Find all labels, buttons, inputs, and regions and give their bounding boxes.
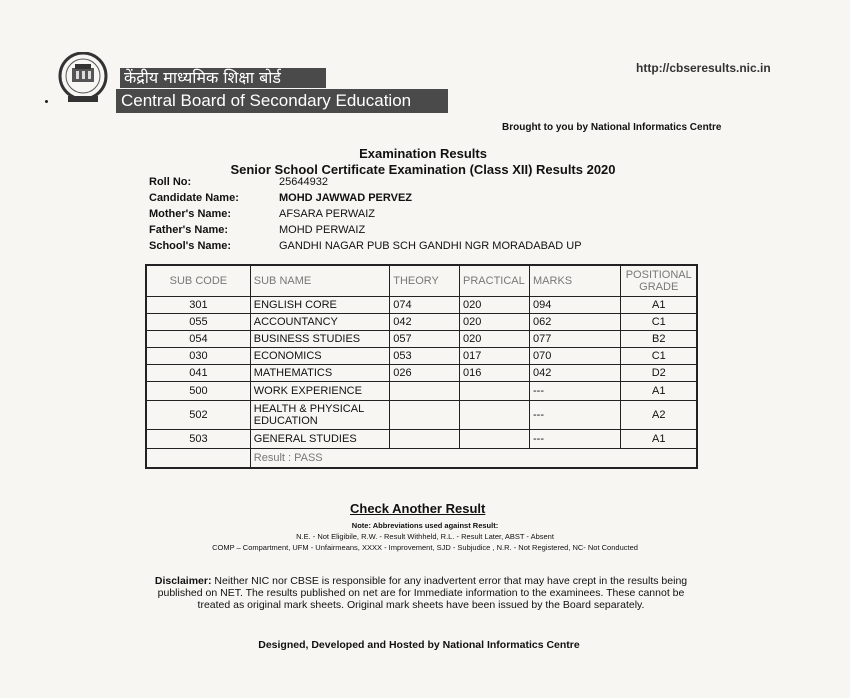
grade-cell: A2 — [621, 401, 697, 430]
page-title: Examination Results — [359, 146, 487, 161]
header-theory: THEORY — [390, 265, 460, 297]
candidate-name-label: Candidate Name: — [149, 192, 239, 204]
disclaimer — [140, 575, 702, 611]
school-name-value: GANDHI NAGAR PUB SCH GANDHI NGR MORADABAD UP — [279, 240, 582, 252]
table-row — [146, 297, 697, 314]
header-sub-code: SUB CODE — [146, 265, 250, 297]
table-row — [146, 382, 697, 401]
roll-value: 25644932 — [279, 176, 328, 188]
theory-cell: 053 — [390, 348, 460, 365]
sub-code-cell: 502 — [146, 401, 250, 430]
theory-cell: 026 — [390, 365, 460, 382]
result-row — [146, 449, 697, 469]
sub-name-cell: ECONOMICS — [250, 348, 389, 365]
sub-name-cell: HEALTH & PHYSICAL EDUCATION — [250, 401, 389, 430]
header-sub-name: SUB NAME — [250, 265, 389, 297]
mother-name-value: AFSARA PERWAIZ — [279, 208, 375, 220]
candidate-name-value: MOHD JAWWAD PERVEZ — [279, 192, 413, 204]
father-name-label: Father's Name: — [149, 224, 229, 236]
marks-cell: --- — [530, 430, 621, 449]
table-row — [146, 348, 697, 365]
father-name-value: MOHD PERWAIZ — [279, 224, 366, 236]
cbse-emblem-icon — [58, 52, 108, 104]
grade-cell: D2 — [621, 365, 697, 382]
disclaimer-label: Disclaimer: — [154, 575, 212, 587]
table-header-row — [146, 265, 697, 297]
board-name-english: Central Board of Secondary Education — [116, 89, 448, 113]
theory-cell — [390, 401, 460, 430]
table-row — [146, 430, 697, 449]
marks-cell: 070 — [530, 348, 621, 365]
marks-cell: --- — [530, 382, 621, 401]
sub-name-cell: GENERAL STUDIES — [250, 430, 389, 449]
grade-cell: B2 — [621, 331, 697, 348]
table-row — [146, 314, 697, 331]
sub-name-cell: WORK EXPERIENCE — [250, 382, 389, 401]
sub-code-cell: 030 — [146, 348, 250, 365]
practical-cell — [460, 430, 530, 449]
grade-cell: A1 — [621, 430, 697, 449]
sub-name-cell: ENGLISH CORE — [250, 297, 389, 314]
result-status: Result : PASS — [250, 449, 697, 469]
table-row — [146, 365, 697, 382]
mother-name-label: Mother's Name: — [149, 208, 232, 220]
header-positional-grade: POSITIONAL GRADE — [621, 265, 697, 297]
theory-cell: 057 — [390, 331, 460, 348]
abbreviations-line-2: COMP – Compartment, UFM - Unfairmeans, XXXX - Improvement, SJD - Subjudice , N.R. - Not Registered, NC- Not Conducted — [212, 543, 638, 552]
grade-cell: C1 — [621, 314, 697, 331]
site-url: http://cbseresults.nic.in — [636, 61, 771, 75]
brought-by-text: Brought to you by National Informatics Centre — [502, 122, 722, 133]
practical-cell: 020 — [460, 331, 530, 348]
theory-cell — [390, 430, 460, 449]
table-row — [146, 401, 697, 430]
stray-dot — [45, 100, 48, 103]
header-practical: PRACTICAL — [460, 265, 530, 297]
abbreviations-line-1: N.E. - Not Eligibile, R.W. - Result Withheld, R.L. - Result Later, ABST - Absent — [296, 532, 554, 541]
header-marks: MARKS — [530, 265, 621, 297]
grade-cell: A1 — [621, 382, 697, 401]
theory-cell: 042 — [390, 314, 460, 331]
sub-code-cell: 041 — [146, 365, 250, 382]
marks-cell: 094 — [530, 297, 621, 314]
sub-code-cell: 054 — [146, 331, 250, 348]
roll-label: Roll No: — [149, 176, 192, 188]
sub-code-cell: 055 — [146, 314, 250, 331]
abbreviations-title: Note: Abbreviations used against Result: — [351, 521, 499, 530]
sub-name-cell: BUSINESS STUDIES — [250, 331, 389, 348]
page-subtitle: Senior School Certificate Examination (Class XII) Results 2020 — [230, 162, 616, 177]
footer-credit: Designed, Developed and Hosted by National Informatics Centre — [258, 639, 580, 651]
practical-cell: 016 — [460, 365, 530, 382]
practical-cell: 017 — [460, 348, 530, 365]
school-name-label: School's Name: — [149, 240, 232, 252]
disclaimer-text: Neither NIC nor CBSE is responsible for any inadvertent error that may have crept in the results being published on NET. The results published on net are for Immediate information to the examinees. These cannot be treated as original mark sheets. Original mark sheets have been issued by the Board separately. — [157, 575, 688, 611]
practical-cell: 020 — [460, 314, 530, 331]
marks-table — [145, 264, 698, 469]
marks-cell: --- — [530, 401, 621, 430]
sub-name-cell: MATHEMATICS — [250, 365, 389, 382]
check-another-result-link[interactable]: Check Another Result — [350, 501, 486, 516]
sub-code-cell: 503 — [146, 430, 250, 449]
sub-name-cell: ACCOUNTANCY — [250, 314, 389, 331]
practical-cell — [460, 382, 530, 401]
theory-cell — [390, 382, 460, 401]
marks-cell: 077 — [530, 331, 621, 348]
grade-cell: C1 — [621, 348, 697, 365]
table-row — [146, 331, 697, 348]
result-blank-cell — [146, 449, 250, 469]
marks-cell: 062 — [530, 314, 621, 331]
sub-code-cell: 500 — [146, 382, 250, 401]
sub-code-cell: 301 — [146, 297, 250, 314]
theory-cell: 074 — [390, 297, 460, 314]
practical-cell: 020 — [460, 297, 530, 314]
marks-cell: 042 — [530, 365, 621, 382]
board-name-hindi: केंद्रीय माध्यमिक शिक्षा बोर्ड — [120, 68, 326, 88]
grade-cell: A1 — [621, 297, 697, 314]
practical-cell — [460, 401, 530, 430]
